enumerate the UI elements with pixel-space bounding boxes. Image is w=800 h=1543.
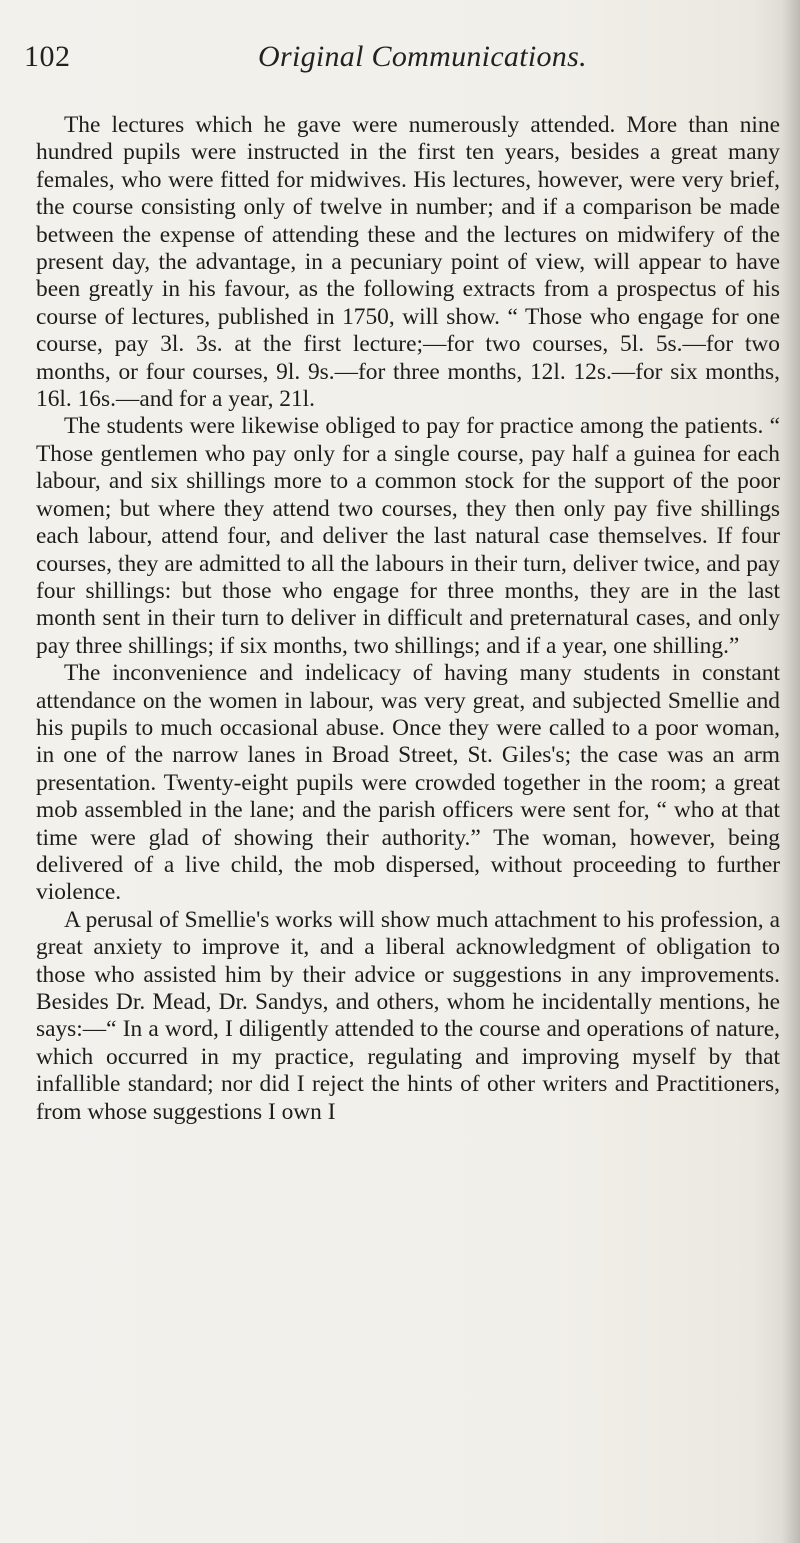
paragraph-lectures: The lectures which he gave were numerously attended. More than nine hundred pupils were instructed in the first ten years, besides a great many females, who were fitted for midwives. His lectures, however, were very brief, the course consisting only of twelve in number; and if a comparison be made between the expense of attending these and the lectures on midwifery of the present day, the advantage, in a pecuniary point of view, will appear to have been greatly in his favour, as the following extracts from a prospectus of his course of lectures, published in 1750, will show. “ Those who engage for one course, pay 3l. 3s. at the first lecture;—for two courses, 5l. 5s.—for two months, or four courses, 9l. 9s.—for three months, 12l. 12s.—for six months, 16l. 16s.—and for a year, 21l. <box>36 112 780 413</box>
running-head: Original Communications. <box>258 40 587 73</box>
paragraph-smellie-works: A perusal of Smellie's works will show much attachment to his profession, a great anxiety to improve it, and a liberal acknowledgment of obligation to those who assisted him by their advice or suggestions in any improvements. Besides Dr. Mead, Dr. Sandys, and others, whom he incidentally mentions, he says:—“ In a word, I diligently attended to the course and operations of nature, which occurred in my practice, regulating and improving myself by that infallible standard; nor did I reject the hints of other writers and Practitioners, from whose suggestions I own I <box>36 906 780 1125</box>
page-edge-shadow <box>782 0 800 1543</box>
page-number: 102 <box>24 40 71 73</box>
page-header <box>24 40 764 88</box>
paragraph-inconvenience: The inconvenience and indelicacy of having many students in constant attendance on the women in labour, was very great, and subjected Smellie and his pupils to much occasional abuse. Once they were called to a poor woman, in one of the narrow lanes in Broad Street, St. Giles's; the case was an arm presentation. Twenty-eight pupils were crowded together in the room; a great mob assembled in the lane; and the parish officers were sent for, “ who at that time were glad of showing their authority.” The woman, however, being delivered of a live child, the mob dispersed, without proceeding to further violence. <box>36 660 780 906</box>
body-text <box>36 112 780 1126</box>
paragraph-practice-fees: The students were likewise obliged to pay for practice among the patients. “ Those gentlemen who pay only for a single course, pay half a guinea for each labour, and six shillings more to a common stock for the support of the poor women; but where they attend two courses, they then only pay five shillings each labour, attend four, and deliver the last natural case themselves. If four courses, they are admitted to all the labours in their turn, deliver twice, and pay four shillings: but those who engage for three months, they are in the last month sent in their turn to deliver in difficult and preternatural cases, and only pay three shillings; if six months, two shillings; and if a year, one shilling.” <box>36 413 780 659</box>
